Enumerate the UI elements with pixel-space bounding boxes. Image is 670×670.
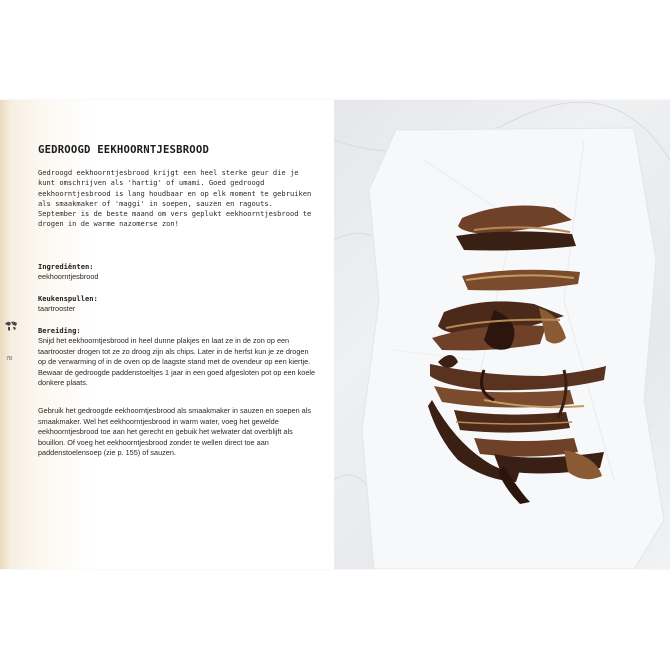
tools-label: Keukenspullen: [38, 294, 98, 303]
tools-text: taartrooster [38, 304, 76, 313]
preparation-text: Snijd het eekhoorntjesbrood in heel dunne plakjes en laat ze in de zon op een taartrooster drogen tot ze zo droog zijn als chips. Later in de herfst kun je ze drogen op de verwarming of in de oven op de laagste stand met de ovendeur op een kiertje. Bewaar de gedroogde paddenstoeltjes 1 jaar in een goed afgesloten pot op een koele donkere plaats. [38, 336, 316, 388]
usage-text: Gebruik het gedroogde eekhoorntjesbrood als smaakmaker in sauzen en soepen als smaakmaker. Wel het eekhoorntjesbrood in warm water, voeg het gewelde eekhoorntjesbrood toe aan het gerecht en gebuik het welwater dat overblijft als bouillon. Of voeg het eekhoorntjesbrood zonder te wellen direct toe aan paddenstoelensoep (zie p. 155) of sauzen. [38, 406, 311, 458]
page-number: 78 [6, 356, 13, 362]
right-page-photo [334, 100, 670, 569]
dried-mushroom-slices-icon [334, 100, 670, 569]
world-map-icon [4, 320, 18, 332]
preparation-label: Bereiding: [38, 326, 81, 335]
recipe-title: GEDROOGD EEKHOORNTJESBROOD [38, 144, 210, 156]
left-page [0, 100, 334, 569]
ingredients-label: Ingrediënten: [38, 262, 94, 271]
book-spread [0, 100, 670, 569]
ingredients-text: eekhoorntjesbrood [38, 272, 99, 281]
recipe-intro: Gedroogd eekhoorntjesbrood krijgt een heel sterke geur die je kunt omschrijven als 'hartig' of umami. Goed gedroogd eekhoorntjesbrood is lang houdbaar en op elk moment te gebruiken als smaakmaker of 'maggi' in soepen, sauzen en ragouts. September is de beste maand om vers geplukt eekhoorntjesbrood te drogen in de warme nazomerse zon! [38, 168, 312, 229]
